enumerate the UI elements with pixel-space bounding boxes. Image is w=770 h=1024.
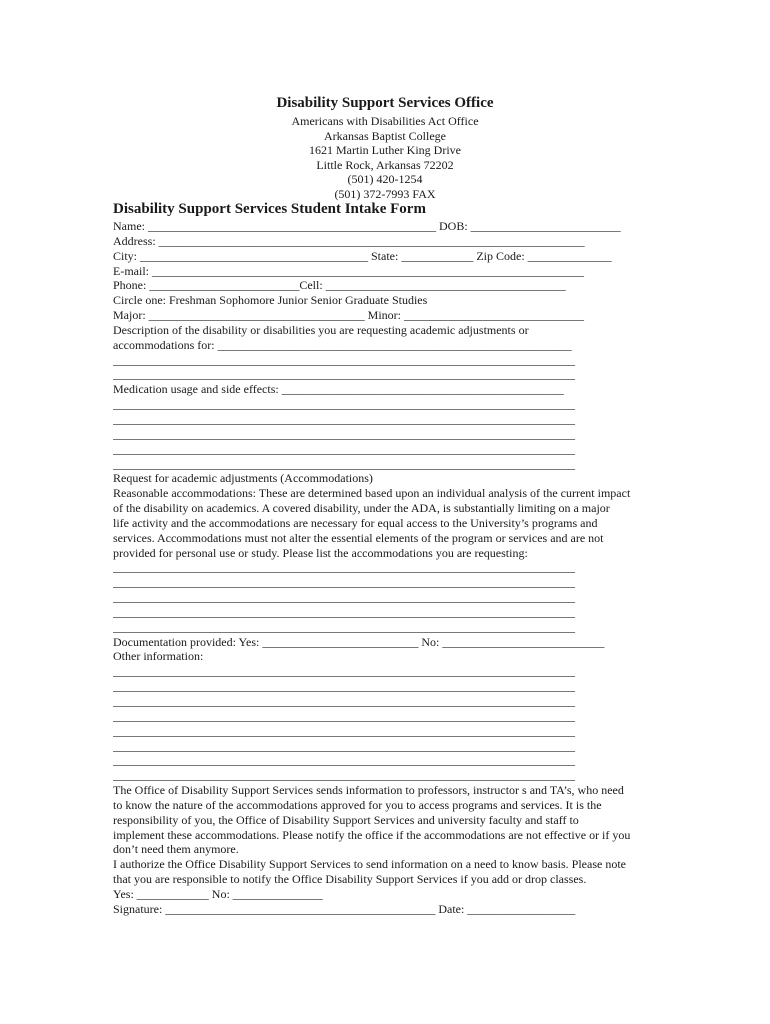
blank-answer-line[interactable]: _____________________________________________________________________________ xyxy=(113,352,575,367)
form-text-line: Circle one: Freshman Sophomore Junior Senior Graduate Studies xyxy=(113,293,428,308)
form-text-line[interactable]: Medication usage and side effects: _______________________________________________ xyxy=(113,382,564,397)
form-text-line[interactable]: Yes: ____________ No: _______________ xyxy=(113,886,323,901)
blank-answer-line[interactable]: _____________________________________________________________________________ xyxy=(113,604,575,619)
blank-answer-line[interactable]: _____________________________________________________________________________ xyxy=(113,590,575,605)
form-text-line[interactable]: Signature: _____________________________________________ Date: __________________ xyxy=(113,901,576,916)
blank-answer-line[interactable]: _____________________________________________________________________________ xyxy=(113,367,575,382)
form-text-line: Reasonable accommodations: These are determined based upon an individual analysis of the current impact xyxy=(113,486,631,501)
form-text-line[interactable]: E-mail: ________________________________________________________________________ xyxy=(113,263,584,278)
blank-answer-line[interactable]: _____________________________________________________________________________ xyxy=(113,768,575,783)
form-title: Disability Support Services Student Intake Form xyxy=(113,201,426,217)
form-text-line: to know the nature of the accommodations approved for you to access programs and services. It is the xyxy=(113,797,602,812)
blank-answer-line[interactable]: _____________________________________________________________________________ xyxy=(113,664,575,679)
blank-answer-line[interactable]: _____________________________________________________________________________ xyxy=(113,441,575,456)
form-text-line: services. Accommodations must not alter the essential elements of the program or services and are not xyxy=(113,530,604,545)
blank-answer-line[interactable]: _____________________________________________________________________________ xyxy=(113,753,575,768)
form-text-line: Description of the disability or disabilities you are requesting academic adjustments or xyxy=(113,322,529,337)
blank-answer-line[interactable]: _____________________________________________________________________________ xyxy=(113,679,575,694)
form-text-line: that you are responsible to notify the Office Disability Support Services if you add or drop classes. xyxy=(113,872,587,887)
fax-line: (501) 372-7993 FAX xyxy=(334,186,436,201)
form-text-line: Request for academic adjustments (Accommodations) xyxy=(113,471,373,486)
form-text-line[interactable]: City: ______________________________________ State: ____________ Zip Code: ______________ xyxy=(113,248,612,263)
form-body xyxy=(113,219,658,917)
street-address-line: 1621 Martin Luther King Drive xyxy=(309,143,461,158)
blank-answer-line[interactable]: _____________________________________________________________________________ xyxy=(113,723,575,738)
blank-answer-line[interactable]: _____________________________________________________________________________ xyxy=(113,426,575,441)
form-text-line: implement these accommodations. Please notify the office if the accommodations are not effective or if you xyxy=(113,827,631,842)
form-text-line: I authorize the Office Disability Support Services to send information on a need to know basis. Please note xyxy=(113,857,626,872)
city-state-zip-line: Little Rock, Arkansas 72202 xyxy=(316,157,454,172)
form-text-line: don’t need them anymore. xyxy=(113,842,239,857)
blank-answer-line[interactable]: _____________________________________________________________________________ xyxy=(113,397,575,412)
form-text-line[interactable]: Name: ________________________________________________ DOB: _________________________ xyxy=(113,219,621,233)
form-text-line[interactable]: Documentation provided: Yes: __________________________ No: ___________________________ xyxy=(113,634,605,649)
blank-answer-line[interactable]: _____________________________________________________________________________ xyxy=(113,456,575,471)
form-text-line: life activity and the accommodations are necessary for equal access to the University’s programs and xyxy=(113,515,598,530)
form-text-line[interactable]: Major: ____________________________________ Minor: ______________________________ xyxy=(113,308,584,323)
blank-answer-line[interactable]: _____________________________________________________________________________ xyxy=(113,619,575,634)
blank-answer-line[interactable]: _____________________________________________________________________________ xyxy=(113,575,575,590)
form-text-line: of the disability on academics. A covered disability, under the ADA, is substantially limiting on a major xyxy=(113,501,610,516)
ada-office-line: Americans with Disabilities Act Office xyxy=(291,114,479,128)
form-text-line[interactable]: Address: _______________________________________________________________________ xyxy=(113,233,585,248)
form-text-line: responsibility of you, the Office of Disability Support Services and university faculty and staff to xyxy=(113,812,579,827)
form-text-line: The Office of Disability Support Services sends information to professors, instructor s and TA’s, who need xyxy=(113,783,624,798)
form-text-line[interactable]: Phone: _________________________Cell: ________________________________________ xyxy=(113,278,566,293)
form-text-line: provided for personal use or study. Please list the accommodations you are requesting: xyxy=(113,545,528,560)
blank-answer-line[interactable]: _____________________________________________________________________________ xyxy=(113,738,575,753)
form-text-line: Other information: xyxy=(113,649,204,664)
blank-answer-line[interactable]: _____________________________________________________________________________ xyxy=(113,694,575,708)
college-name-line: Arkansas Baptist College xyxy=(324,128,446,143)
blank-answer-line[interactable]: _____________________________________________________________________________ xyxy=(113,560,575,575)
blank-answer-line[interactable]: _____________________________________________________________________________ xyxy=(113,411,575,426)
form-text-line[interactable]: accommodations for: ___________________________________________________________ xyxy=(113,337,572,352)
office-header xyxy=(0,94,770,202)
phone-line: (501) 420-1254 xyxy=(347,172,423,187)
office-title: Disability Support Services Office xyxy=(276,95,494,111)
blank-answer-line[interactable]: _____________________________________________________________________________ xyxy=(113,708,575,723)
